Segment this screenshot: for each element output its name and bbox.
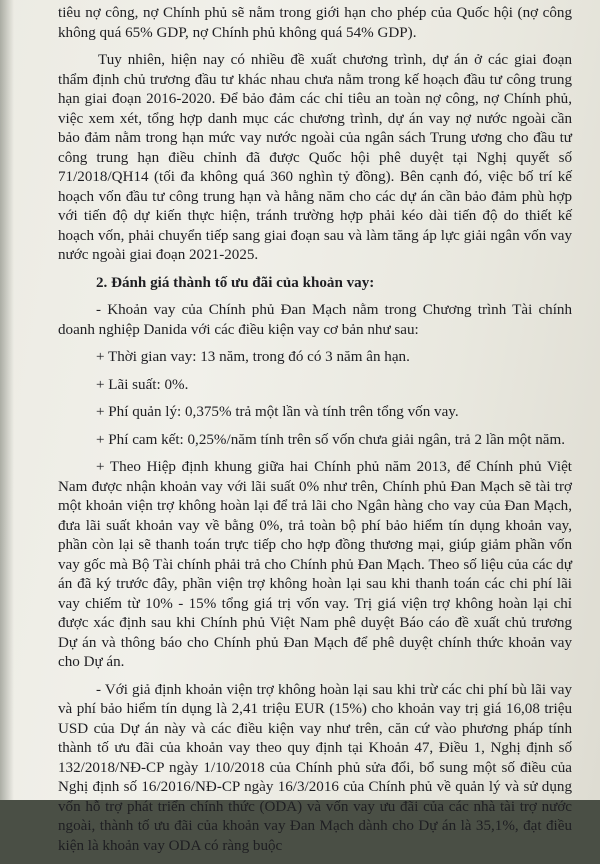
page-edge-shadow — [0, 0, 14, 800]
paragraph-investment-plan: Tuy nhiên, hiện nay có nhiều đề xuất chương trình, dự án ở các giai đoạn thẩm định chủ trương đầu tư khác nhau chưa nằm trong kế hoạch đầu tư công trung hạn giai đoạn 2016-2020. Để bảo đảm các chỉ tiêu an toàn nợ công, nợ Chính phủ, việc xem xét, tổng hợp danh mục các chương trình, dự án vay nợ nước ngoài cần bảo đảm nằm trong hạn mức vay nước ngoài của ngân sách Trung ương cho đầu tư công trung hạn điều chỉnh đã được Quốc hội phê duyệt tại Nghị quyết số 71/2018/QH14 (tối đa không quá 360 nghìn tỷ đồng). Bên cạnh đó, việc bố trí kế hoạch vốn đầu tư công trung hạn và hằng năm cho các dự án cần bảo đảm phù hợp với tiến độ dự kiến thực hiện, tránh trường hợp phải kéo dài tiến độ do thiết kế hoạch vốn, phải chuyển tiếp sang giai đoạn sau và làm tăng áp lực giải ngân vốn vay nước ngoài giai đoạn 2021-2025. — [58, 52, 572, 263]
document-body — [58, 4, 572, 864]
paragraph-debt-limits: tiêu nợ công, nợ Chính phủ sẽ nằm trong giới hạn cho phép của Quốc hội (nợ công không quá 65% GDP, nợ Chính phủ không quá 54% GDP). — [58, 5, 572, 41]
commitment-fee-item: + Phí cam kết: 0,25%/năm tính trên số vốn chưa giải ngân, trả 2 lần một năm. — [96, 431, 565, 448]
paragraph-framework-agreement: + Theo Hiệp định khung giữa hai Chính phủ năm 2013, để Chính phủ Việt Nam được nhận khoản vay với lãi suất 0% như trên, Chính phủ Đan Mạch sẽ tài trợ một khoản viện trợ không hoàn lại để trả lãi cho Ngân hàng cho vay của Đan Mạch, đưa lãi suất khoản vay về bằng 0%, trả toàn bộ phí bảo hiểm tín dụng khoản vay, phần còn lại sẽ thanh toán trực tiếp cho hợp đồng thương mại, giúp giảm phần vốn vay gốc mà Bộ Tài chính phải trả cho Chính phủ Đan Mạch. Theo số liệu của các dự án đã ký trước đây, phần viện trợ không hoàn lại sau khi thanh toán các chi phí lãi vay chiếm từ 10% - 15% tổng giá trị vốn vay. Trị giá viện trợ không hoàn lại chỉ được xác định sau khi Chính phủ Việt Nam phê duyệt Báo cáo đề xuất chủ trương Dự án và thông báo cho Chính phủ Đan Mạch để phê duyệt chính thức khoản vay cho Dự án. — [58, 459, 572, 670]
paragraph-loan-intro: - Khoản vay của Chính phủ Đan Mạch nằm trong Chương trình Tài chính doanh nghiệp Danida với các điều kiện vay cơ bản như sau: — [58, 302, 572, 338]
management-fee-item: + Phí quản lý: 0,375% trả một lần và tính trên tổng vốn vay. — [96, 404, 459, 420]
paragraph-grant-element: - Với giả định khoản viện trợ không hoàn lại sau khi trừ các chi phí bù lãi vay và phí bảo hiểm tín dụng là 2,41 triệu EUR (15%) cho khoản vay trị giá 16,08 triệu USD của Dự án này và các điều kiện vay như trên, căn cứ vào phương pháp tính thành tố ưu đãi của khoản vay theo quy định tại Khoản 47, Điều 1, Nghị định số 132/2018/NĐ-CP ngày 1/10/2018 của Chính phủ sửa đổi, bổ sung một số điều của Nghị định số 16/2016/NĐ-CP ngày 16/3/2016 của Chính phủ về quản lý và sử dụng vốn hỗ trợ phát triển chính thức (ODA) và vốn vay ưu đãi của các nhà tài trợ nước ngoài, thành tố ưu đãi của khoản vay Đan Mạch dành cho Dự án là 35,1%, đạt điều kiện là khoản vay ODA có ràng buộc — [58, 681, 572, 854]
section-heading: 2. Đánh giá thành tố ưu đãi của khoản vay: — [96, 274, 375, 291]
interest-rate-item: + Lãi suất: 0%. — [96, 376, 189, 393]
loan-term-item: + Thời gian vay: 13 năm, trong đó có 3 năm ân hạn. — [96, 349, 410, 365]
